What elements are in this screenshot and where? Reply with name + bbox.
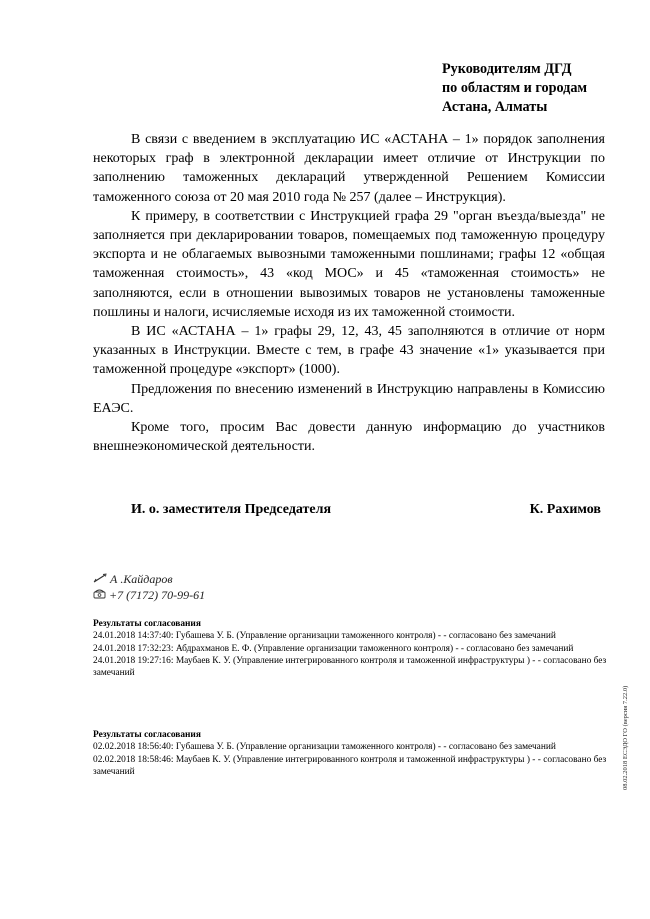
approval-entry: 24.01.2018 14:37:40: Губашева У. Б. (Управление организации таможенного контроля) - - согласовано без замечаний [93,631,556,642]
body-paragraph: В ИС «АСТАНА – 1» графы 29, 12, 43, 45 заполняются в отличие от норм указанных в Инструкции. Вместе с тем, в графе 43 значение «1» указывается при таможенной процедуре «экспорт» (1000). [93,324,605,378]
approval-results [93,618,608,679]
approval-entry: 02.02.2018 18:56:40: Губашева У. Б. (Управление организации таможенного контроля) - - согласовано без замечаний [93,742,556,753]
addressee-block [442,60,587,117]
addressee-line: Руководителям ДГД [442,61,572,77]
approval-results [93,729,608,778]
addressee-line: по областям и городам [442,80,588,96]
contact-block [93,572,205,603]
body-paragraph: Кроме того, просим Вас довести данную информацию до участников внешнеэкономической деятельности. [93,420,605,455]
body-paragraph: К примеру, в соответствии с Инструкцией графа 29 "орган въезда/выезда" не заполняется при декларировании товаров, помещаемых под таможенную процедуру экспорта и не облагаемых вывозными таможенными пошлинами; графы 12 «общая таможенная стоимость», 43 «код МОС» и 45 «таможенная стоимость» не заполняются, если в отношении вывозимых товаров не установлены таможенные пошлины и налоги, исчисляемые исходя из их таможенной стоимости. [93,208,605,320]
executor-name: А .Кайдаров [110,572,173,586]
approval-entry: 02.02.2018 18:58:46: Маубаев К. У. (Управление интегрированного контроля и таможенной инфраструктуры ) - - согласовано без замечаний [93,754,607,777]
approval-heading: Результаты согласования [93,730,201,740]
body-paragraph: Предложения по внесению изменений в Инструкцию направлены в Комиссию ЕАЭС. [93,381,605,416]
approval-entry: 24.01.2018 17:32:23: Абдрахманов Е. Ф. (Управление организации таможенного контроля) - - согласовано без замечаний [93,643,574,654]
letter-body [93,130,605,456]
executor-phone: +7 (7172) 70-99-61 [109,587,206,602]
body-paragraph: В связи с введением в эксплуатацию ИС «АСТАНА – 1» порядок заполнения некоторых граф в электронной декларации имеет отличие от Инструкции по заполнению таможенных деклараций утвержденной Решением Комиссии таможенного союза от 20 мая 2010 года № 257 (далее – Инструкция). [93,132,605,205]
phone-icon [93,588,109,604]
signatory-title: И. о. заместителя Председателя [131,502,332,517]
approval-heading: Результаты согласования [93,619,201,629]
addressee-line: Астана, Алматы [442,99,548,115]
pen-icon [93,572,110,588]
approval-entry: 24.01.2018 19:27:16: Маубаев К. У. (Управление интегрированного контроля и таможенной инфраструктуры ) - - согласовано без замечаний [93,655,607,679]
side-registration-stamp: 08.02.2018 ЕСЭДО ГО (версия 7.22.0) [622,685,629,790]
signatory-name: К. Рахимов [529,502,601,517]
